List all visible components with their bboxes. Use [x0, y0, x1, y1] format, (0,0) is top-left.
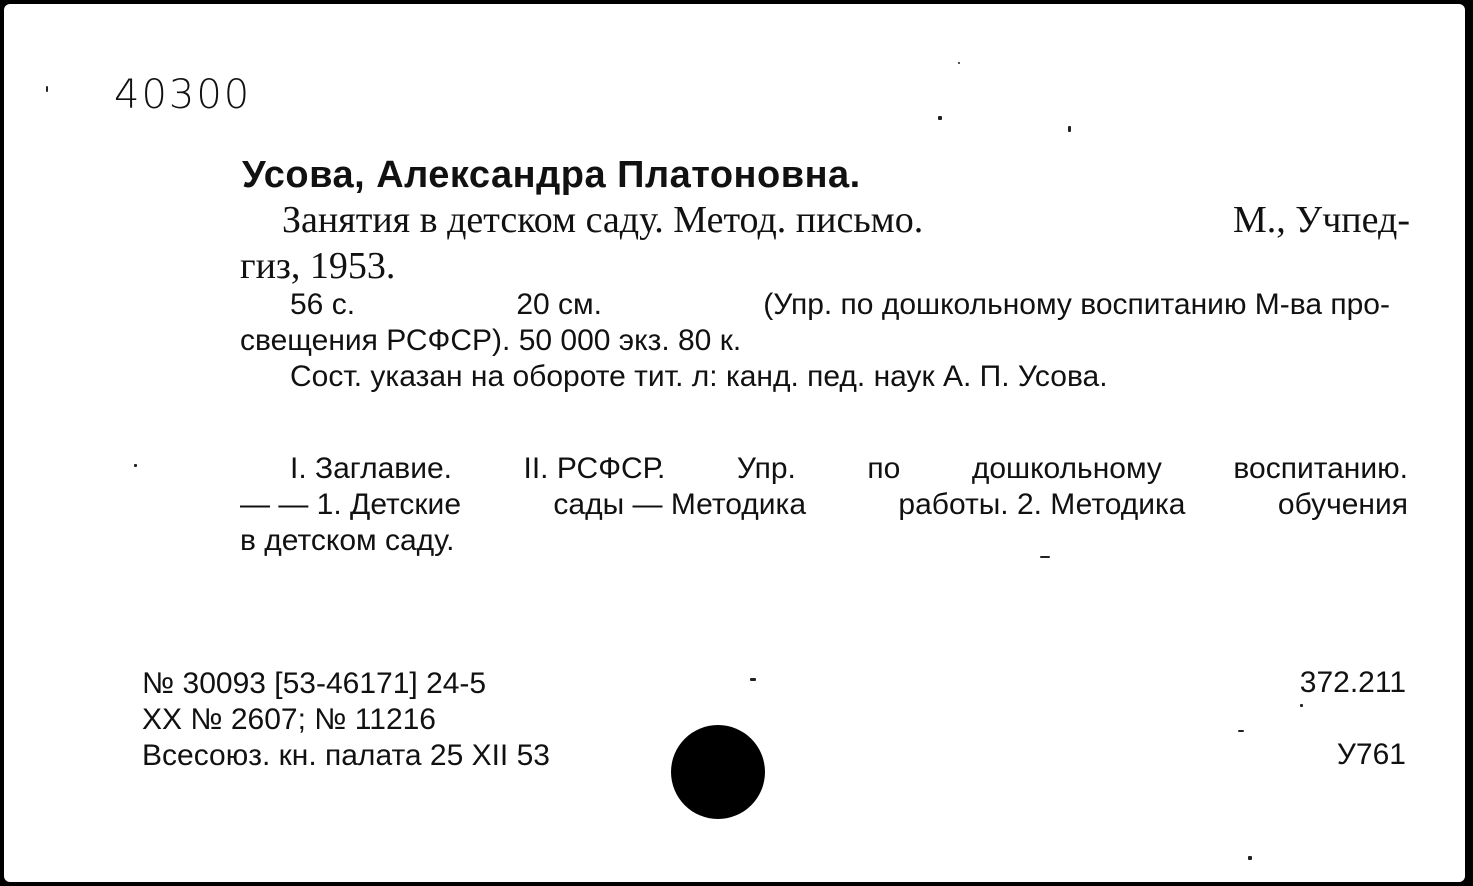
title-line-2: гиз, 1953. [240, 245, 396, 287]
desc-line-1 [240, 287, 1390, 323]
pages: 56 с. [290, 288, 356, 321]
dust-speck [46, 86, 48, 92]
dust-speck [134, 464, 137, 467]
title-statement [240, 197, 1410, 289]
dust-speck [1248, 856, 1252, 860]
subjects-line-2 [240, 487, 1408, 523]
desc-line-3: Сост. указан на обороте тит. л: канд. пед. наук А. П. Усова. [290, 360, 1108, 393]
subject-part: дошкольному [971, 452, 1162, 485]
dust-speck [938, 116, 942, 120]
catalog-card [4, 4, 1465, 882]
title-text: Занятия в детском саду. Метод. письмо. [282, 199, 924, 241]
subject-part: II. РСФСР. [523, 452, 666, 485]
registry-line-1: № 30093 [53-46171] 24-5 [142, 667, 487, 700]
punch-hole [671, 725, 765, 819]
dust-speck [1040, 556, 1050, 558]
subject-part: сады — Методика [553, 488, 807, 521]
registry-line-3: Всесоюз. кн. палата 25 XII 53 [142, 739, 550, 772]
subject-part: I. Заглавие. [290, 452, 452, 485]
card-number: 40300 [114, 72, 252, 118]
dust-speck [750, 678, 756, 681]
subject-tracings [240, 451, 1408, 559]
physical-description [240, 287, 1390, 395]
dust-speck [1300, 704, 1303, 707]
dust-speck [1238, 730, 1244, 732]
author-mark: У761 [1336, 738, 1406, 771]
size: 20 см. [516, 288, 602, 321]
dust-speck [1068, 126, 1071, 132]
author-heading: Усова, Александра Платоновна. [242, 154, 861, 196]
series: (Упр. по дошкольному воспитанию М-ва про- [763, 288, 1390, 321]
publisher-text: М., Учпед- [1233, 199, 1410, 241]
dust-speck [958, 62, 960, 64]
subjects-line-1 [240, 451, 1408, 487]
subject-part: — — 1. Детские [240, 488, 462, 521]
subjects-line-3: в детском саду. [240, 524, 455, 557]
title-line-1 [240, 197, 1410, 243]
classification-number: 372.211 [1299, 666, 1406, 699]
desc-line-2: свещения РСФСР). 50 000 экз. 80 к. [240, 324, 742, 357]
subject-part: по [867, 452, 901, 485]
subject-part: работы. 2. Методика [898, 488, 1186, 521]
subject-part: воспитанию. [1233, 452, 1408, 485]
registry-line-2: XX № 2607; № 11216 [142, 703, 436, 736]
subject-part: обучения [1277, 488, 1408, 521]
subject-part: Упр. [736, 452, 796, 485]
registry-info [142, 666, 550, 774]
